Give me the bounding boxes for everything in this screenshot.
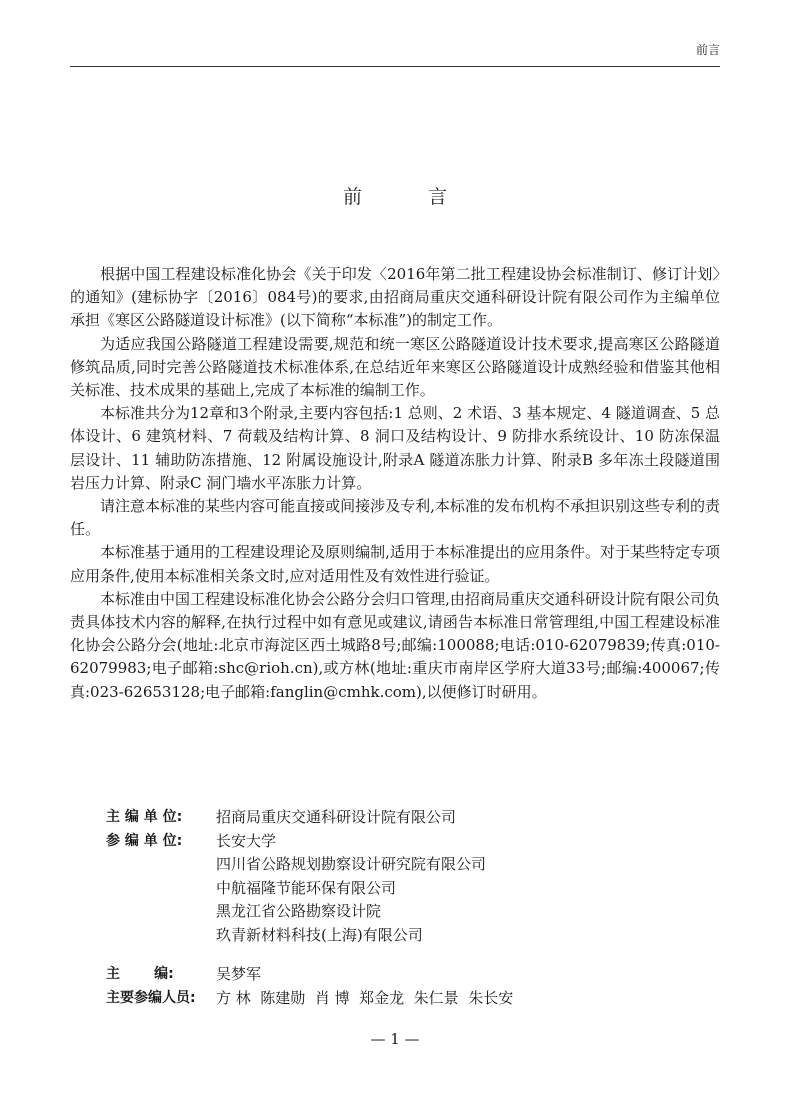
page-number: — 1 — xyxy=(370,1030,420,1048)
page-title: 前 言 xyxy=(342,186,478,208)
credit-value: 长安大学 xyxy=(216,831,277,850)
chief-unit-row xyxy=(106,806,726,830)
credit-value: 中航福隆节能环保有限公司 xyxy=(216,878,397,897)
credits-block xyxy=(106,806,726,1010)
credit-value: 招商局重庆交通科研设计院有限公司 xyxy=(216,808,457,826)
main-participants-row xyxy=(106,987,726,1011)
credit-label: 参 编 单 位: xyxy=(106,832,183,849)
credit-label: 主 编 单 位: xyxy=(106,809,183,825)
paragraph: 请注意本标准的某些内容可能直接或间接涉及专利,本标准的发布机构不承担识别这些专利的责任。 xyxy=(70,497,720,539)
credit-label: 主 编: xyxy=(106,966,174,982)
credit-label: 主要参编人员: xyxy=(106,989,196,1006)
participating-units-row xyxy=(106,830,726,948)
credit-value: 玖青新材料科技(上海)有限公司 xyxy=(216,925,423,944)
preface-body xyxy=(70,263,720,704)
paragraph: 本标准由中国工程建设标准化协会公路分会归口管理,由招商局重庆交通科研设计院有限公司负责具体技术内容的解释,在执行过程中如有意见或建议,请函告本标准日常管理组,中国工程建设标准化协会公路分会(地址:北京市海淀区西土城路8号;邮编:100088;电话:010-62079839;传真:010-62079983;电子邮箱:shc@rioh.cn),或方林(地址:重庆市南岸区学府大道33号;邮编:400067;传真:023-62653128;电子邮箱:fanglin@cmhk.com),以便修订时研用。 xyxy=(70,589,720,701)
header-divider xyxy=(70,66,720,67)
paragraph: 本标准共分为12章和3个附录,主要内容包括:1 总则、2 术语、3 基本规定、4 隧道调查、5 总体设计、6 建筑材料、7 荷载及结构计算、8 洞口及结构设计、9 防排水系统设计、10 防冻保温层设计、11 辅助防冻措施、12 附属设施设计,附录A 隧道冻胀力计算、附录B 多年冻土段隧道围岩压力计算、附录C 洞门墙水平冻胀力计算。 xyxy=(70,404,721,492)
credit-value: 四川省公路规划勘察设计研究院有限公司 xyxy=(216,855,487,873)
running-header: 前言 xyxy=(695,43,720,57)
credit-value: 黑龙江省公路勘察设计院 xyxy=(216,902,382,920)
paragraph: 本标准基于通用的工程建设理论及原则编制,适用于本标准提出的应用条件。对于某些特定专项应用条件,使用本标准相关条文时,应对适用性及有效性进行验证。 xyxy=(70,543,720,585)
paragraph: 根据中国工程建设标准化协会《关于印发〈2016年第二批工程建设协会标准制订、修订计划〉的通知》(建标协字〔2016〕084号)的要求,由招商局重庆交通科研设计院有限公司作为主编单位承担《寒区公路隧道设计标准》(以下简称“本标准”)的制定工作。 xyxy=(70,265,720,330)
paragraph: 为适应我国公路隧道工程建设需要,规范和统一寒区公路隧道设计技术要求,提高寒区公路隧道修筑品质,同时完善公路隧道技术标准体系,在总结近年来寒区公路隧道设计成熟经验和借鉴其他相关标准、技术成果的基础上,完成了本标准的编制工作。 xyxy=(70,334,720,400)
chief-editor-row xyxy=(106,963,726,987)
credit-value: 方 林 陈建勋 肖 博 郑金龙 朱仁景 朱长安 xyxy=(216,988,514,1007)
credit-value: 吴梦军 xyxy=(216,965,262,983)
